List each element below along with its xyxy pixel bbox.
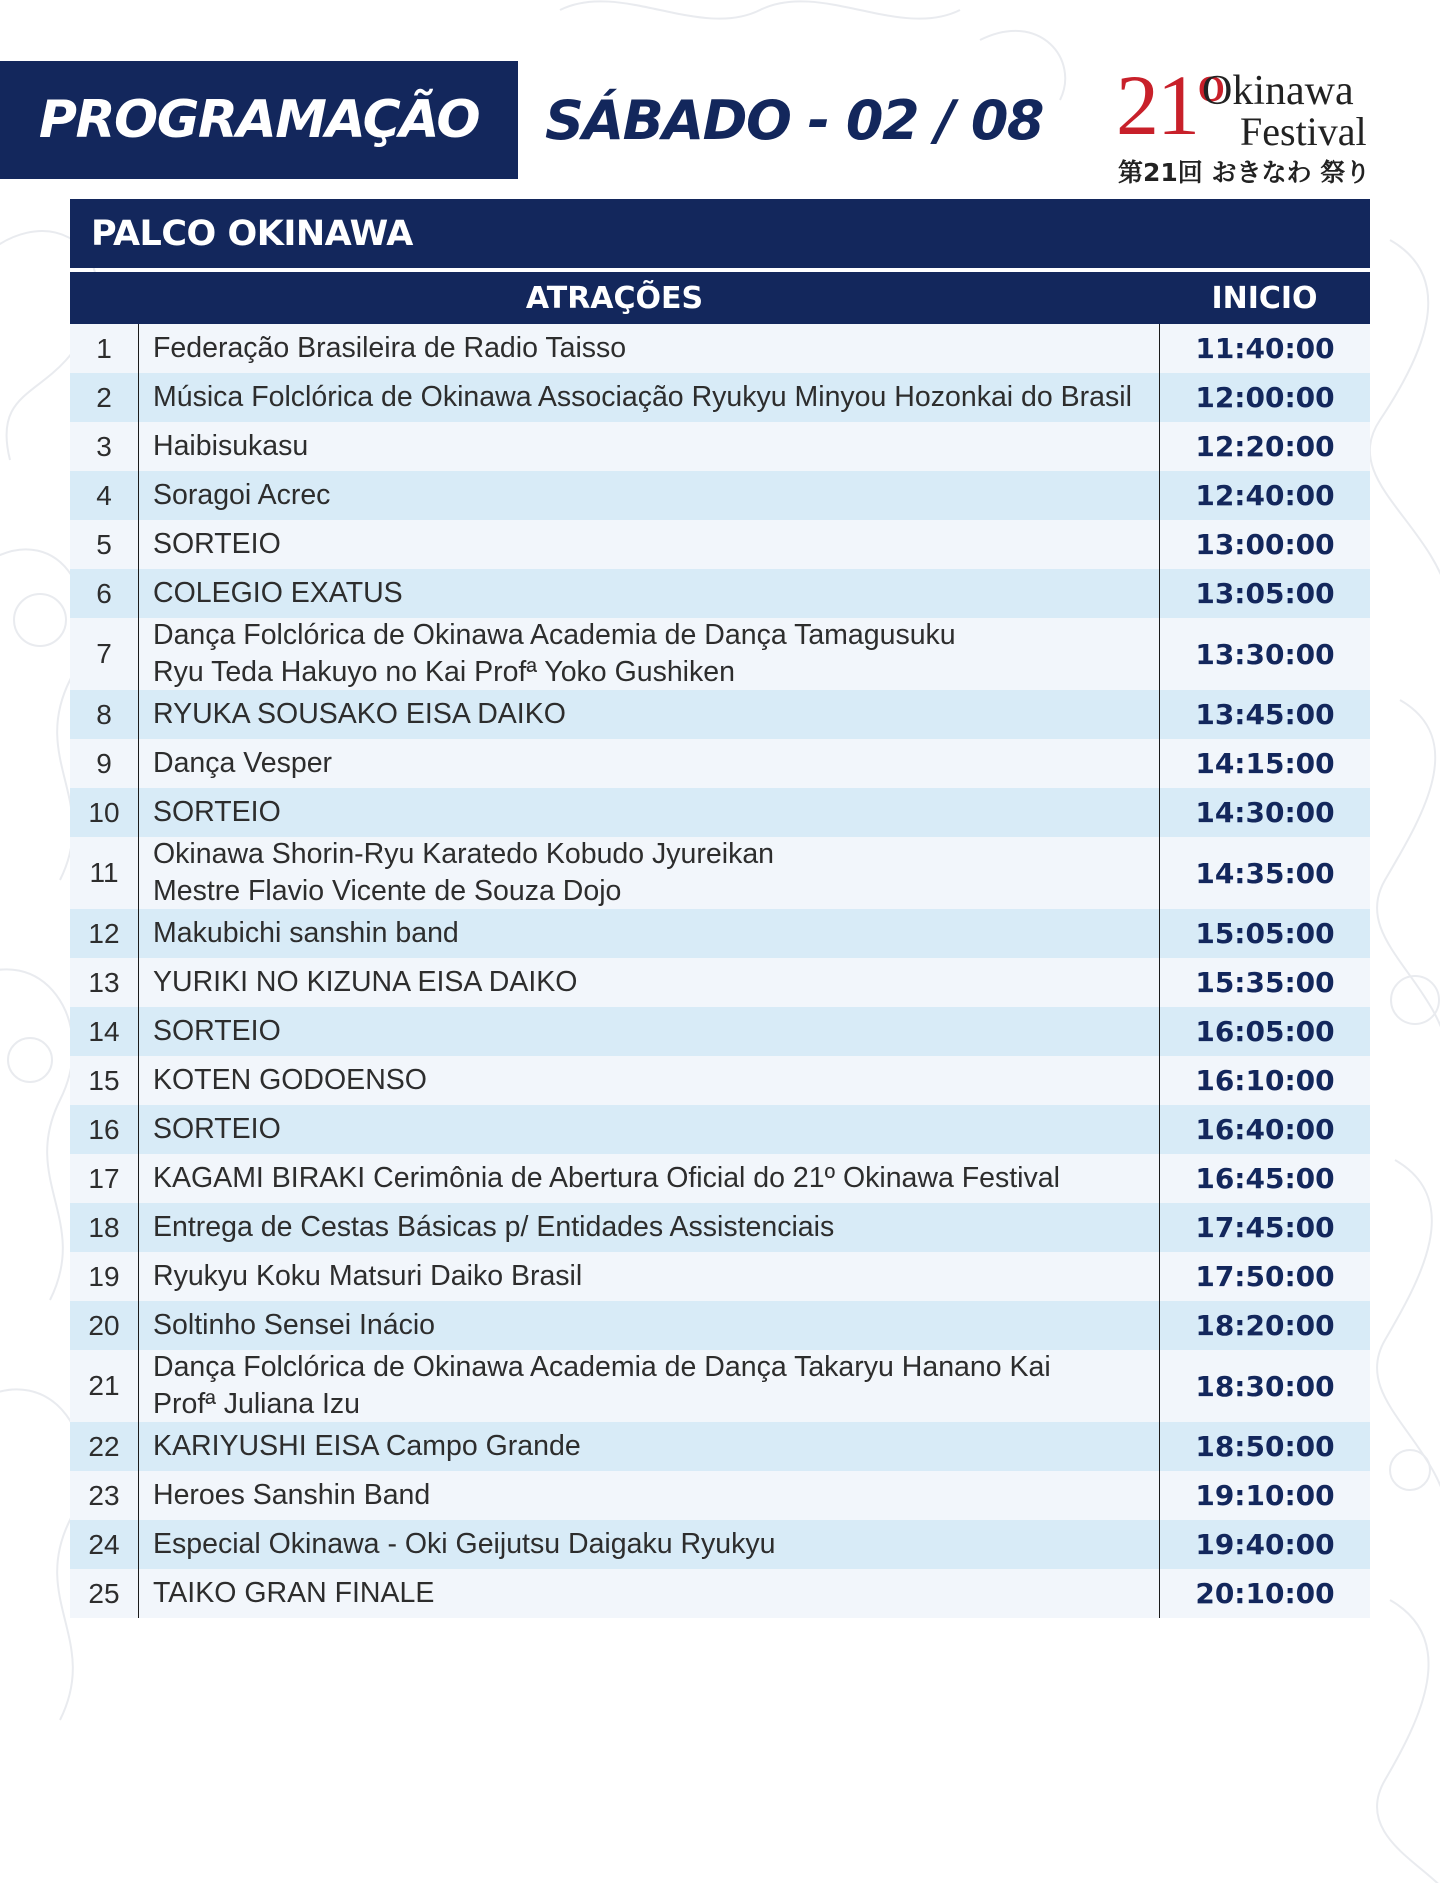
attraction-line-1: SORTEIO xyxy=(153,796,281,828)
table-row xyxy=(70,1569,1370,1618)
program-title-banner xyxy=(0,61,518,179)
table-row xyxy=(70,1422,1370,1471)
attraction-name xyxy=(139,1350,1160,1422)
attraction-line-1: Ryukyu Koku Matsuri Daiko Brasil xyxy=(153,1260,583,1292)
attraction-name xyxy=(139,1471,1160,1520)
okinawa-festival-logo xyxy=(1112,57,1380,194)
row-number: 20 xyxy=(70,1301,139,1350)
row-number: 10 xyxy=(70,788,139,837)
attraction-line-1: KAGAMI BIRAKI Cerimônia de Abertura Oficial do 21º Okinawa Festival xyxy=(153,1162,1060,1194)
column-header-start: INICIO xyxy=(1211,280,1318,316)
start-time: 18:50:00 xyxy=(1195,1430,1335,1463)
start-time: 14:35:00 xyxy=(1195,856,1335,890)
attraction-name xyxy=(139,618,1160,690)
schedule-table xyxy=(70,199,1370,1618)
attraction-name xyxy=(139,837,1160,909)
start-time: 16:05:00 xyxy=(1195,1015,1335,1048)
start-time: 11:40:00 xyxy=(1195,332,1335,365)
attraction-name xyxy=(139,1569,1160,1618)
attraction-line-1: Dança Vesper xyxy=(153,747,333,779)
start-time: 13:05:00 xyxy=(1195,577,1335,610)
table-row xyxy=(70,1203,1370,1252)
start-time: 19:10:00 xyxy=(1195,1479,1335,1512)
attraction-name xyxy=(139,1105,1160,1154)
program-date xyxy=(545,61,1043,179)
row-number: 25 xyxy=(70,1569,139,1618)
start-time: 15:35:00 xyxy=(1195,966,1335,999)
attraction-line-1: SORTEIO xyxy=(153,1015,281,1047)
table-row xyxy=(70,1471,1370,1520)
table-row xyxy=(70,1154,1370,1203)
attraction-name xyxy=(139,690,1160,739)
row-number: 21 xyxy=(70,1350,139,1422)
table-row xyxy=(70,1520,1370,1569)
row-number: 17 xyxy=(70,1154,139,1203)
stage-title-bar xyxy=(70,199,1370,268)
table-row xyxy=(70,520,1370,569)
row-number: 8 xyxy=(70,690,139,739)
attraction-line-1: SORTEIO xyxy=(153,528,281,560)
column-header-attractions: ATRAÇÕES xyxy=(525,280,704,316)
table-row xyxy=(70,1105,1370,1154)
row-number: 4 xyxy=(70,471,139,520)
row-number: 3 xyxy=(70,422,139,471)
attraction-name xyxy=(139,324,1160,373)
attraction-name xyxy=(139,422,1160,471)
table-row xyxy=(70,739,1370,788)
attraction-name xyxy=(139,1203,1160,1252)
start-time: 13:00:00 xyxy=(1195,528,1335,561)
table-row xyxy=(70,618,1370,690)
attraction-name xyxy=(139,520,1160,569)
attraction-line-1: Dança Folclórica de Okinawa Academia de Dança Tamagusuku xyxy=(153,619,956,651)
row-number: 12 xyxy=(70,909,139,958)
start-time: 20:10:00 xyxy=(1195,1577,1335,1610)
row-number: 13 xyxy=(70,958,139,1007)
attraction-line-1: Makubichi sanshin band xyxy=(153,917,459,949)
table-row xyxy=(70,1056,1370,1105)
table-row xyxy=(70,1007,1370,1056)
attraction-line-2: Profª Juliana Izu xyxy=(153,1388,360,1420)
attraction-line-1: Soragoi Acrec xyxy=(153,479,331,511)
start-time: 18:30:00 xyxy=(1195,1369,1335,1403)
attraction-name xyxy=(139,471,1160,520)
table-row xyxy=(70,1252,1370,1301)
attraction-line-1: Heroes Sanshin Band xyxy=(153,1479,431,1511)
logo-festival: Festival xyxy=(1240,109,1367,154)
table-row xyxy=(70,471,1370,520)
program-title: PROGRAMAÇÃO xyxy=(38,90,480,150)
attraction-name xyxy=(139,1301,1160,1350)
table-row xyxy=(70,569,1370,618)
attraction-name xyxy=(139,1422,1160,1471)
attraction-name xyxy=(139,1154,1160,1203)
attraction-line-1: Federação Brasileira de Radio Taisso xyxy=(153,332,627,364)
row-number: 23 xyxy=(70,1471,139,1520)
row-number: 7 xyxy=(70,618,139,690)
table-row xyxy=(70,837,1370,909)
table-row xyxy=(70,690,1370,739)
date-label: SÁBADO - 02 / 08 xyxy=(545,88,1043,152)
row-number: 18 xyxy=(70,1203,139,1252)
attraction-line-1: RYUKA SOUSAKO EISA DAIKO xyxy=(153,698,566,730)
row-number: 19 xyxy=(70,1252,139,1301)
attraction-name xyxy=(139,1007,1160,1056)
attraction-line-1: KARIYUSHI EISA Campo Grande xyxy=(153,1430,581,1462)
row-number: 24 xyxy=(70,1520,139,1569)
start-time: 17:50:00 xyxy=(1195,1260,1335,1293)
table-header xyxy=(70,272,1370,324)
start-time: 12:00:00 xyxy=(1195,381,1335,414)
attraction-name xyxy=(139,958,1160,1007)
row-number: 6 xyxy=(70,569,139,618)
attraction-line-1: Dança Folclórica de Okinawa Academia de Dança Takaryu Hanano Kai xyxy=(153,1351,1051,1383)
attraction-line-2: Ryu Teda Hakuyo no Kai Profª Yoko Gushiken xyxy=(153,656,735,688)
attraction-name xyxy=(139,569,1160,618)
attraction-name xyxy=(139,909,1160,958)
attraction-line-1: Especial Okinawa - Oki Geijutsu Daigaku Ryukyu xyxy=(153,1528,776,1560)
attraction-line-1: COLEGIO EXATUS xyxy=(153,577,403,609)
logo-okinawa: Okinawa xyxy=(1202,68,1354,114)
start-time: 16:45:00 xyxy=(1195,1162,1335,1195)
attraction-line-1: SORTEIO xyxy=(153,1113,281,1145)
attraction-line-1: Haibisukasu xyxy=(153,430,309,462)
start-time: 14:15:00 xyxy=(1195,747,1335,780)
row-number: 16 xyxy=(70,1105,139,1154)
row-number: 15 xyxy=(70,1056,139,1105)
attraction-line-1: Soltinho Sensei Inácio xyxy=(153,1309,436,1341)
row-number: 22 xyxy=(70,1422,139,1471)
logo-edition: 21º xyxy=(1116,57,1223,153)
start-time: 19:40:00 xyxy=(1195,1528,1335,1561)
start-time: 16:40:00 xyxy=(1195,1113,1335,1146)
attraction-name xyxy=(139,373,1160,422)
table-row xyxy=(70,1350,1370,1422)
row-number: 5 xyxy=(70,520,139,569)
start-time: 12:20:00 xyxy=(1195,430,1335,463)
row-number: 2 xyxy=(70,373,139,422)
start-time: 13:45:00 xyxy=(1195,698,1335,731)
table-row xyxy=(70,1301,1370,1350)
attraction-line-1: Música Folclórica de Okinawa Associação Ryukyu Minyou Hozonkai do Brasil xyxy=(153,381,1132,413)
row-number: 9 xyxy=(70,739,139,788)
table-row xyxy=(70,788,1370,837)
logo-japanese: 第21回 おきなわ 祭り xyxy=(1118,158,1371,187)
schedule-rows xyxy=(70,324,1370,1618)
attraction-line-1: Okinawa Shorin-Ryu Karatedo Kobudo Jyureikan xyxy=(153,838,775,870)
start-time: 14:30:00 xyxy=(1195,796,1335,829)
attraction-line-1: YURIKI NO KIZUNA EISA DAIKO xyxy=(153,966,578,998)
row-number: 1 xyxy=(70,324,139,373)
attraction-name xyxy=(139,739,1160,788)
start-time: 13:30:00 xyxy=(1195,637,1335,671)
attraction-name xyxy=(139,788,1160,837)
table-row xyxy=(70,373,1370,422)
table-row xyxy=(70,324,1370,373)
table-row xyxy=(70,422,1370,471)
stage-title: PALCO OKINAWA xyxy=(91,213,413,254)
attraction-line-1: TAIKO GRAN FINALE xyxy=(153,1577,435,1609)
attraction-line-1: Entrega de Cestas Básicas p/ Entidades Assistenciais xyxy=(153,1211,835,1243)
start-time: 18:20:00 xyxy=(1195,1309,1335,1342)
start-time: 17:45:00 xyxy=(1195,1211,1335,1244)
attraction-name xyxy=(139,1056,1160,1105)
attraction-name xyxy=(139,1252,1160,1301)
table-row xyxy=(70,958,1370,1007)
row-number: 11 xyxy=(70,837,139,909)
attraction-name xyxy=(139,1520,1160,1569)
start-time: 16:10:00 xyxy=(1195,1064,1335,1097)
attraction-line-1: KOTEN GODOENSO xyxy=(153,1064,427,1096)
start-time: 15:05:00 xyxy=(1195,917,1335,950)
table-row xyxy=(70,909,1370,958)
start-time: 12:40:00 xyxy=(1195,479,1335,512)
attraction-line-2: Mestre Flavio Vicente de Souza Dojo xyxy=(153,875,622,907)
row-number: 14 xyxy=(70,1007,139,1056)
